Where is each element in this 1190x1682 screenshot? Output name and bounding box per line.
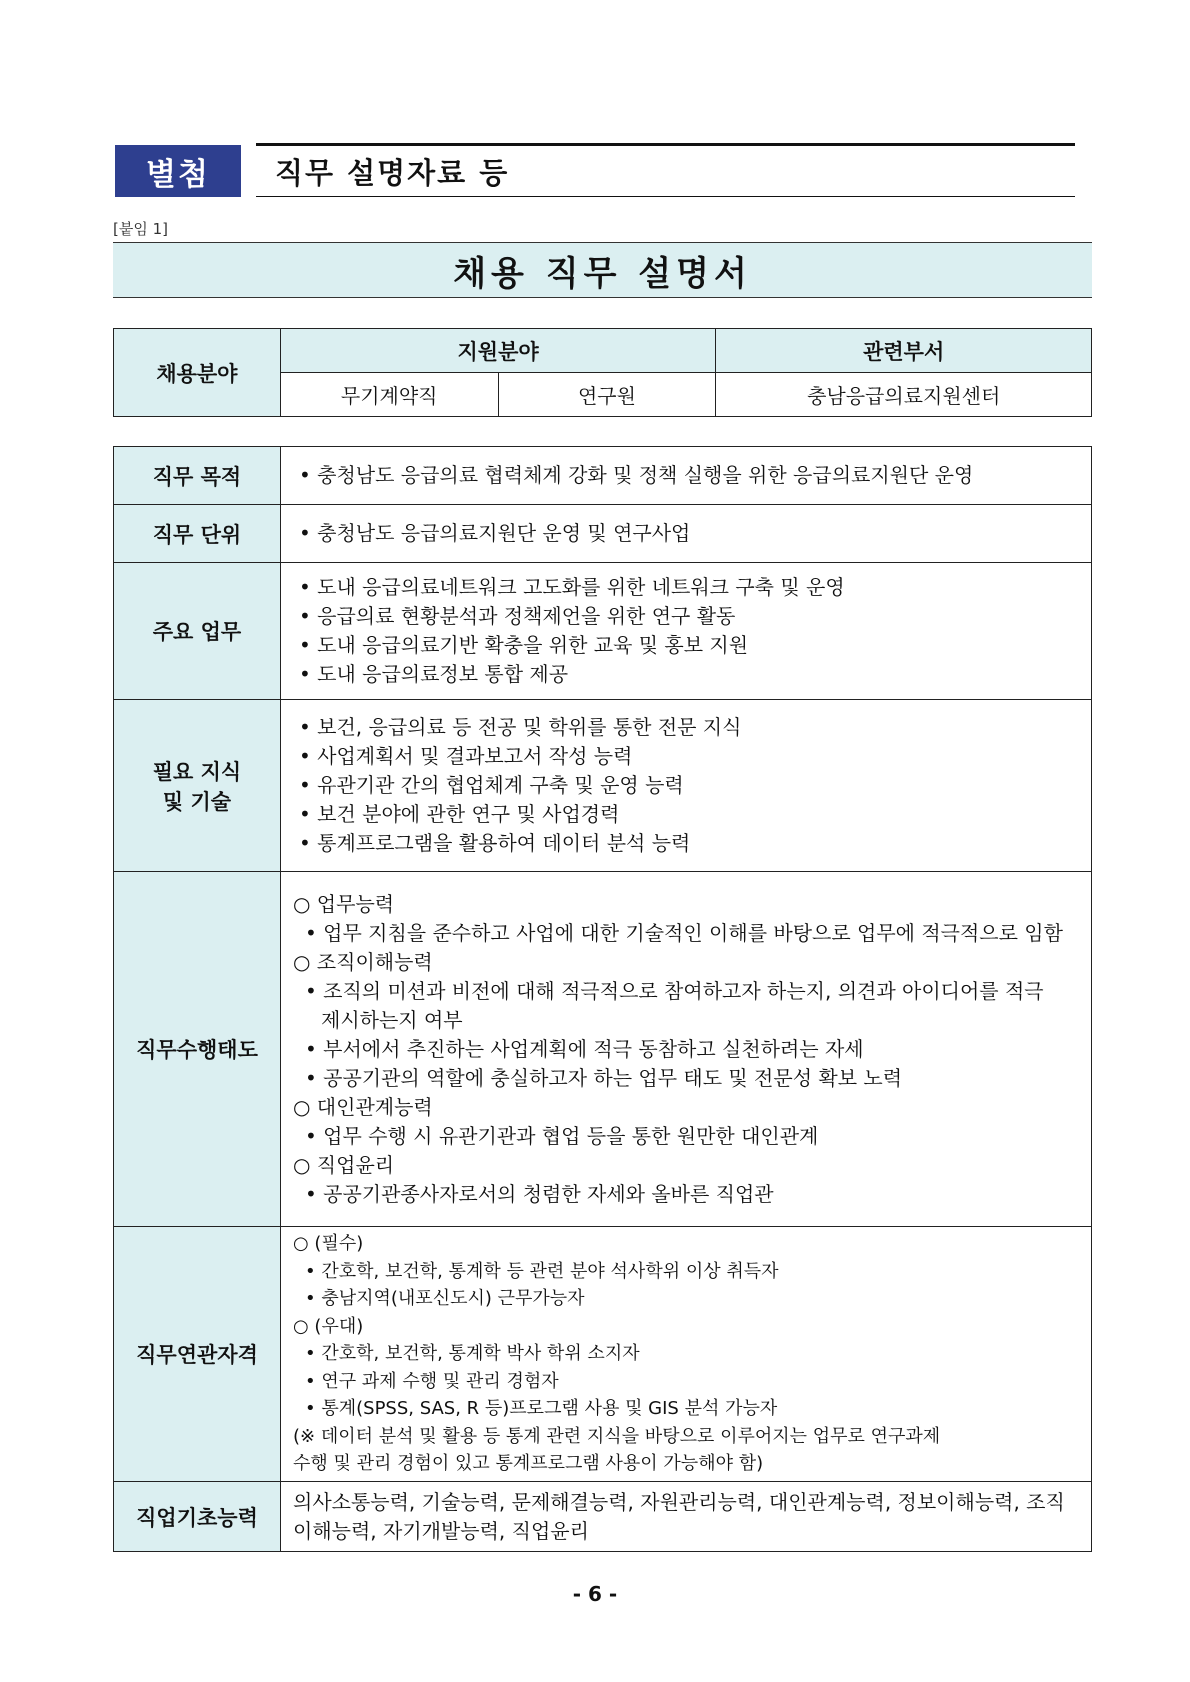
- support-role-cell: 연구원: [498, 373, 716, 417]
- header-rule-top: [256, 143, 1075, 146]
- job-description-table: [113, 446, 1092, 1552]
- document-title: 채용 직무 설명서: [113, 242, 1092, 298]
- attachment-label: [붙임 1]: [113, 220, 168, 238]
- unit-content: [281, 505, 1092, 563]
- dept-cell: 충남응급의료지원센터: [716, 373, 1092, 417]
- basic-ability-content: [281, 1482, 1092, 1552]
- recruit-field-header: 채용분야: [114, 329, 281, 417]
- qualification-label: 직무연관자격: [114, 1227, 281, 1482]
- qualification-line: ○ (우대): [293, 1315, 364, 1337]
- skill-line: • 통계프로그램을 활용하여 데이터 분석 능력: [299, 831, 691, 855]
- section-header: [115, 140, 1075, 200]
- attitude-line: ○ 직업윤리: [293, 1152, 395, 1177]
- basic-ability-line: 의사소통능력, 기술능력, 문제해결능력, 자원관리능력, 대인관계능력, 정보이해능력, 조직: [293, 1489, 1065, 1514]
- appendix-badge: 별첨: [115, 145, 241, 197]
- qualification-content: [281, 1227, 1092, 1482]
- table-row: [114, 447, 1092, 505]
- skill-line: • 유관기관 간의 협업체계 구축 및 운영 능력: [299, 773, 684, 797]
- qualification-line: • 간호학, 보건학, 통계학 박사 학위 소지자: [305, 1343, 640, 1365]
- table-row: [114, 1482, 1092, 1552]
- attitude-line: • 부서에서 추진하는 사업계획에 적극 동참하고 실천하려는 자세: [305, 1036, 864, 1061]
- attitude-line: ○ 업무능력: [293, 891, 395, 916]
- qualification-line: 수행 및 관리 경험이 있고 통계프로그램 사용이 가능해야 함): [293, 1453, 764, 1475]
- attitude-content: [281, 872, 1092, 1227]
- main-task-line: • 도내 응급의료정보 통합 제공: [299, 662, 569, 686]
- unit-line: • 충청남도 응급의료지원단 운영 및 연구사업: [299, 521, 691, 545]
- qualification-line: • 충남지역(내포신도시) 근무가능자: [305, 1288, 585, 1310]
- skill-line: • 사업계획서 및 결과보고서 작성 능력: [299, 744, 633, 768]
- qualification-line: • 간호학, 보건학, 통계학 등 관련 분야 석사학위 이상 취득자: [305, 1260, 779, 1282]
- recruitment-table: [113, 328, 1092, 417]
- purpose-line: • 충청남도 응급의료 협력체계 강화 및 정책 실행을 위한 응급의료지원단 운영: [299, 463, 974, 487]
- qualification-line: • 통계(SPSS, SAS, R 등)프로그램 사용 및 GIS 분석 가능자: [305, 1398, 778, 1420]
- skills-label-line1: 필요 지식: [152, 759, 242, 784]
- attitude-label: 직무수행태도: [114, 872, 281, 1227]
- related-dept-header: 관련부서: [716, 329, 1092, 373]
- table-row: [114, 872, 1092, 1227]
- attitude-line: • 업무 지침을 준수하고 사업에 대한 기술적인 이해를 바탕으로 업무에 적극적으로 임함: [305, 920, 1063, 945]
- skill-line: • 보건 분야에 관한 연구 및 사업경력: [299, 802, 620, 826]
- qualification-line: • 연구 과제 수행 및 관리 경험자: [305, 1370, 559, 1392]
- attitude-line: ○ 대인관계능력: [293, 1094, 433, 1119]
- attitude-line: • 업무 수행 시 유관기관과 협업 등을 통한 원만한 대인관계: [305, 1123, 819, 1148]
- header-rule-bottom: [256, 196, 1075, 197]
- qualification-line: ○ (필수): [293, 1233, 364, 1255]
- table-row: [114, 700, 1092, 872]
- skills-label-line2: 및 기술: [162, 789, 232, 814]
- attitude-line: • 조직의 미션과 비전에 대해 적극적으로 참여하고자 하는지, 의견과 아이디어를 적극: [305, 978, 1044, 1003]
- attitude-line: • 공공기관종사자로서의 청렴한 자세와 올바른 직업관: [305, 1181, 774, 1206]
- support-field-header: 지원분야: [280, 329, 716, 373]
- main-task-line: • 응급의료 현황분석과 정책제언을 위한 연구 활동: [299, 604, 736, 628]
- main-task-line: • 도내 응급의료기반 확충을 위한 교육 및 홍보 지원: [299, 633, 749, 657]
- table-row: [114, 563, 1092, 700]
- skill-line: • 보건, 응급의료 등 전공 및 학위를 통한 전문 지식: [299, 715, 742, 739]
- support-type-cell: 무기계약직: [280, 373, 498, 417]
- attitude-line: • 공공기관의 역할에 충실하고자 하는 업무 태도 및 전문성 확보 노력: [305, 1065, 903, 1090]
- basic-ability-line: 이해능력, 자기개발능력, 직업윤리: [293, 1518, 589, 1543]
- main-tasks-label: 주요 업무: [114, 563, 281, 700]
- purpose-content: [281, 447, 1092, 505]
- unit-label: 직무 단위: [114, 505, 281, 563]
- attitude-line: 제시하는지 여부: [321, 1007, 463, 1032]
- page-number: - 6 -: [572, 1582, 618, 1606]
- skills-content: [281, 700, 1092, 872]
- purpose-label: 직무 목적: [114, 447, 281, 505]
- main-task-line: • 도내 응급의료네트워크 고도화를 위한 네트워크 구축 및 운영: [299, 575, 845, 599]
- skills-label: [114, 700, 281, 872]
- table-row: [114, 505, 1092, 563]
- table-row: [114, 1227, 1092, 1482]
- basic-ability-label: 직업기초능력: [114, 1482, 281, 1552]
- qualification-line: (※ 데이터 분석 및 활용 등 통계 관련 지식을 바탕으로 이루어지는 업무로 연구과제: [293, 1425, 941, 1447]
- main-tasks-content: [281, 563, 1092, 700]
- section-title: 직무 설명자료 등: [275, 156, 510, 190]
- attitude-line: ○ 조직이해능력: [293, 949, 433, 974]
